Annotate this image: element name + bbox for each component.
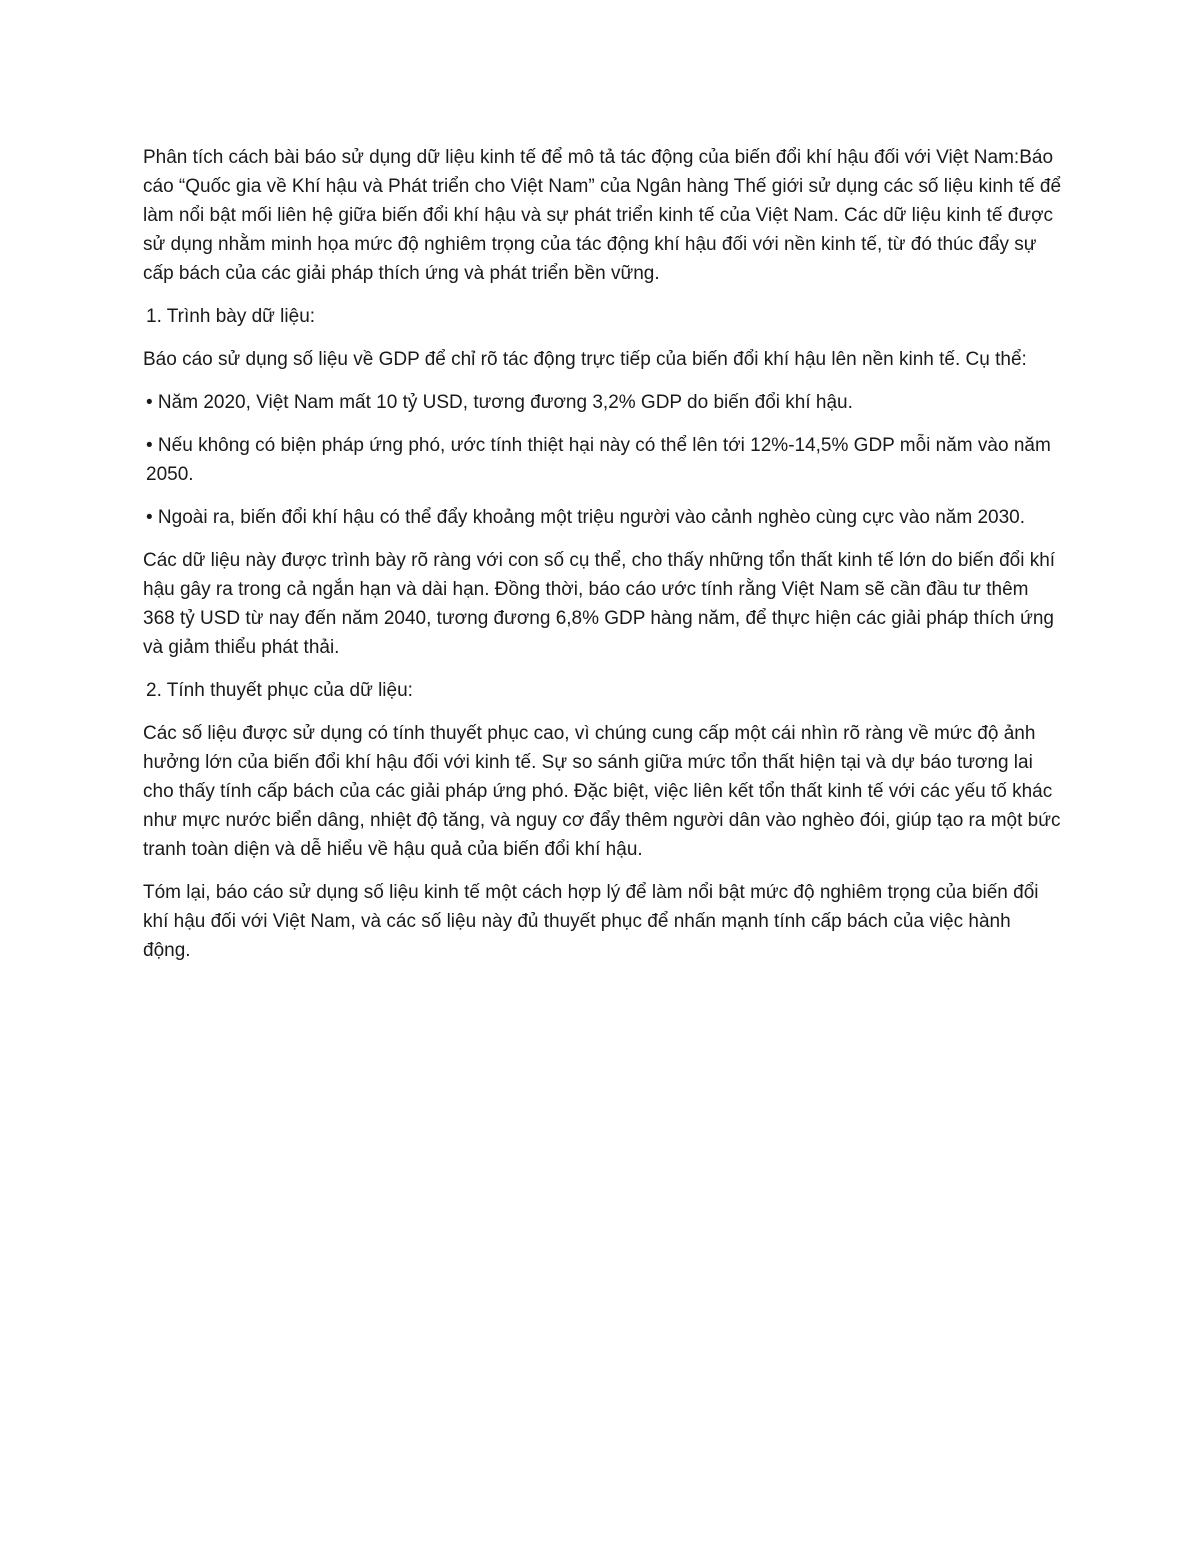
section-2-heading: 2. Tính thuyết phục của dữ liệu: bbox=[146, 680, 413, 701]
section-1-lead-paragraph: Báo cáo sử dụng số liệu về GDP để chỉ rõ tác động trực tiếp của biến đổi khí hậu lên nền kinh tế. Cụ thể: bbox=[143, 349, 1027, 370]
section-1-heading: 1. Trình bày dữ liệu: bbox=[146, 306, 316, 327]
section-1-body-paragraph: Các dữ liệu này được trình bày rõ ràng với con số cụ thể, cho thấy những tổn thất kinh tế lớn do biến đổi khí hậu gây ra trong cả ngắn hạn và dài hạn. Đồng thời, báo cáo ước tính rằng Việt Nam sẽ cần đầu tư thêm 368 tỷ USD từ nay đến năm 2040, tương đương 6,8% GDP hàng năm, để thực hiện các giải pháp thích ứng và giảm thiểu phát thải. bbox=[143, 550, 1056, 658]
bullet-item: • Nếu không có biện pháp ứng phó, ước tính thiệt hại này có thể lên tới 12%-14,5% GDP mỗi năm vào năm 2050. bbox=[146, 435, 1051, 485]
bullet-item: • Năm 2020, Việt Nam mất 10 tỷ USD, tương đương 3,2% GDP do biến đổi khí hậu. bbox=[146, 392, 853, 413]
document-body bbox=[143, 143, 1063, 979]
intro-paragraph: Phân tích cách bài báo sử dụng dữ liệu kinh tế để mô tả tác động của biến đổi khí hậu đối với Việt Nam:Báo cáo “Quốc gia về Khí hậu và Phát triển cho Việt Nam” của Ngân hàng Thế giới sử dụng các số liệu kinh tế để làm nổi bật mối liên hệ giữa biến đổi khí hậu và sự phát triển kinh tế của Việt Nam. Các dữ liệu kinh tế được sử dụng nhằm minh họa mức độ nghiêm trọng của tác động khí hậu đối với nền kinh tế, từ đó thúc đẩy sự cấp bách của các giải pháp thích ứng và phát triển bền vững. bbox=[143, 147, 1062, 284]
section-2-body-paragraph: Các số liệu được sử dụng có tính thuyết phục cao, vì chúng cung cấp một cái nhìn rõ ràng về mức độ ảnh hưởng lớn của biến đổi khí hậu đối với kinh tế. Sự so sánh giữa mức tổn thất hiện tại và dự báo tương lai cho thấy tính cấp bách của các giải pháp ứng phó. Đặc biệt, việc liên kết tổn thất kinh tế với các yếu tố khác như mực nước biển dâng, nhiệt độ tăng, và nguy cơ đẩy thêm người dân vào nghèo đói, giúp tạo ra một bức tranh toàn diện và dễ hiểu về hậu quả của biến đổi khí hậu. bbox=[143, 723, 1061, 860]
conclusion-paragraph: Tóm lại, báo cáo sử dụng số liệu kinh tế một cách hợp lý để làm nổi bật mức độ nghiêm trọng của biến đổi khí hậu đối với Việt Nam, và các số liệu này đủ thuyết phục để nhấn mạnh tính cấp bách của việc hành động. bbox=[143, 882, 1039, 961]
bullet-item: • Ngoài ra, biến đổi khí hậu có thể đẩy khoảng một triệu người vào cảnh nghèo cùng cực vào năm 2030. bbox=[146, 507, 1025, 528]
